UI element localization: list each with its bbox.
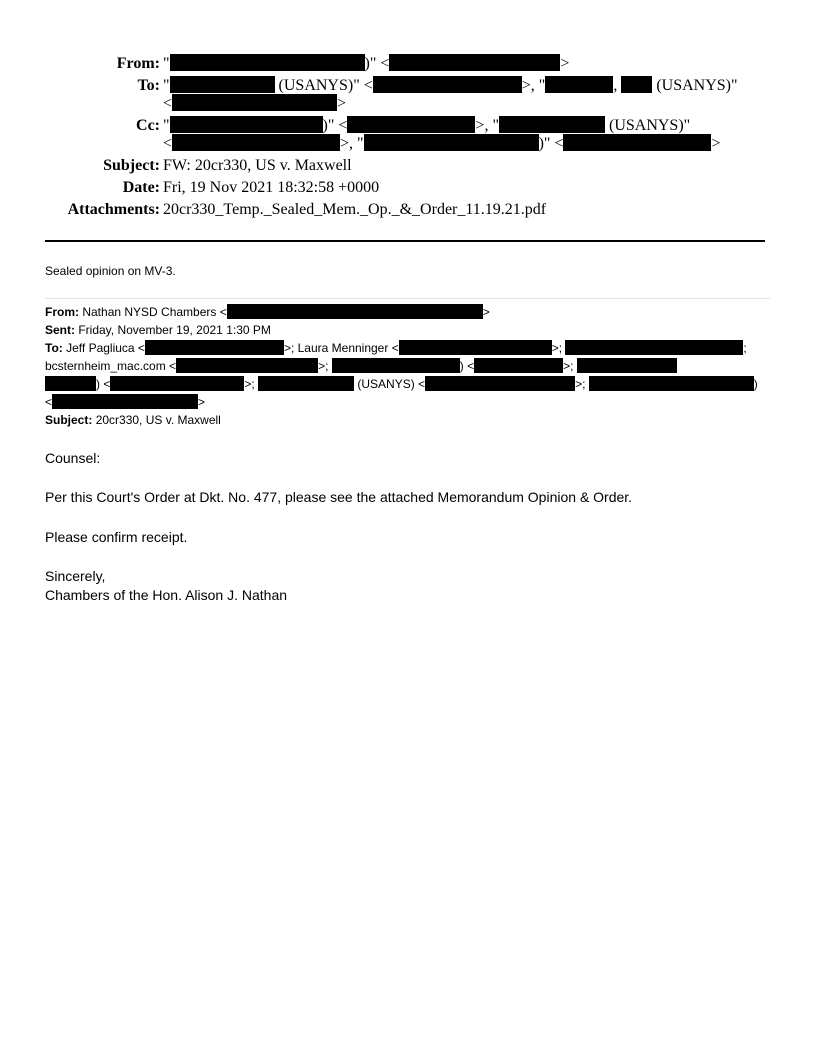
intro-text: Sealed opinion on MV-3. <box>45 264 176 278</box>
from-value: " )" < > <box>163 55 570 72</box>
redaction <box>258 376 354 391</box>
forward-divider <box>45 298 770 299</box>
fwd-sent-value: Friday, November 19, 2021 1:30 PM <box>78 323 271 337</box>
redaction <box>621 76 652 93</box>
closing: Sincerely, <box>45 568 106 584</box>
redaction <box>332 358 460 373</box>
greeting: Counsel: <box>45 450 101 466</box>
fwd-sent-row <box>45 321 271 339</box>
body-paragraph: Per this Court's Order at Dkt. No. 477, please see the attached Memorandum Opinion & Order. <box>45 489 633 505</box>
to-label: To: <box>137 77 160 94</box>
redaction <box>373 76 522 93</box>
header-from-row <box>0 53 816 75</box>
redaction <box>172 134 340 151</box>
redaction <box>563 134 711 151</box>
redaction <box>545 76 613 93</box>
cc-value: " )" < >, " (USANYS)" <box>163 117 691 134</box>
redaction <box>399 340 552 355</box>
redaction <box>389 54 560 71</box>
redaction <box>52 394 198 409</box>
attachment-filename: 20cr330_Temp._Sealed_Mem._Op._&_Order_11.19.21.pdf <box>163 201 547 218</box>
confirm-text: Please confirm receipt. <box>45 529 188 545</box>
header-separator <box>45 240 765 242</box>
header-cc-row-cont: < >, " )" < > <box>163 135 721 152</box>
header-date-row <box>0 177 816 199</box>
redaction <box>364 134 539 151</box>
redaction <box>499 116 605 133</box>
redaction <box>176 358 318 373</box>
header-to-row-cont: < > <box>163 95 347 112</box>
fwd-sent-label: Sent: <box>45 323 75 337</box>
fwd-to-row: To: Jeff Pagliuca < >; Laura Menninger < >; ; <box>45 341 747 355</box>
redaction <box>110 376 244 391</box>
date-label: Date: <box>122 179 160 196</box>
attachments-label: Attachments: <box>67 201 160 218</box>
redaction <box>589 376 754 391</box>
redaction <box>172 94 337 111</box>
fwd-subject-row <box>45 411 221 429</box>
redaction <box>227 304 483 319</box>
date-value: Fri, 19 Nov 2021 18:32:58 +0000 <box>163 179 380 196</box>
fwd-from-row: From: Nathan NYSD Chambers < > <box>45 305 490 319</box>
redaction <box>145 340 284 355</box>
redaction <box>45 376 96 391</box>
fwd-to-label: To: <box>45 341 63 355</box>
signature: Chambers of the Hon. Alison J. Nathan <box>45 587 288 603</box>
fwd-to-row-4: < > <box>45 395 206 409</box>
redaction <box>170 76 275 93</box>
cc-label: Cc: <box>136 117 160 134</box>
to-value: " (USANYS)" < >, " , (USANYS)" <box>163 77 738 94</box>
fwd-subject-label: Subject: <box>45 413 93 427</box>
redaction <box>170 54 365 71</box>
fwd-subject-value: 20cr330, US v. Maxwell <box>95 413 221 427</box>
fwd-from-name: Nathan NYSD Chambers < <box>82 305 227 319</box>
redaction <box>474 358 563 373</box>
redaction <box>347 116 475 133</box>
from-label: From: <box>116 55 160 72</box>
redaction <box>577 358 677 373</box>
fwd-from-label: From: <box>45 305 79 319</box>
redaction <box>170 116 323 133</box>
header-attachments-row <box>0 199 816 221</box>
subject-label: Subject: <box>103 157 160 174</box>
fwd-to-row-2: bcsternheim_mac.com < >; ) < >; <box>45 357 677 375</box>
fwd-to-row-3: ) < >; (USANYS) < >; ) <box>45 375 758 393</box>
redaction <box>425 376 575 391</box>
redaction <box>565 340 743 355</box>
subject-value: FW: 20cr330, US v. Maxwell <box>163 157 352 174</box>
header-subject-row <box>0 155 816 177</box>
